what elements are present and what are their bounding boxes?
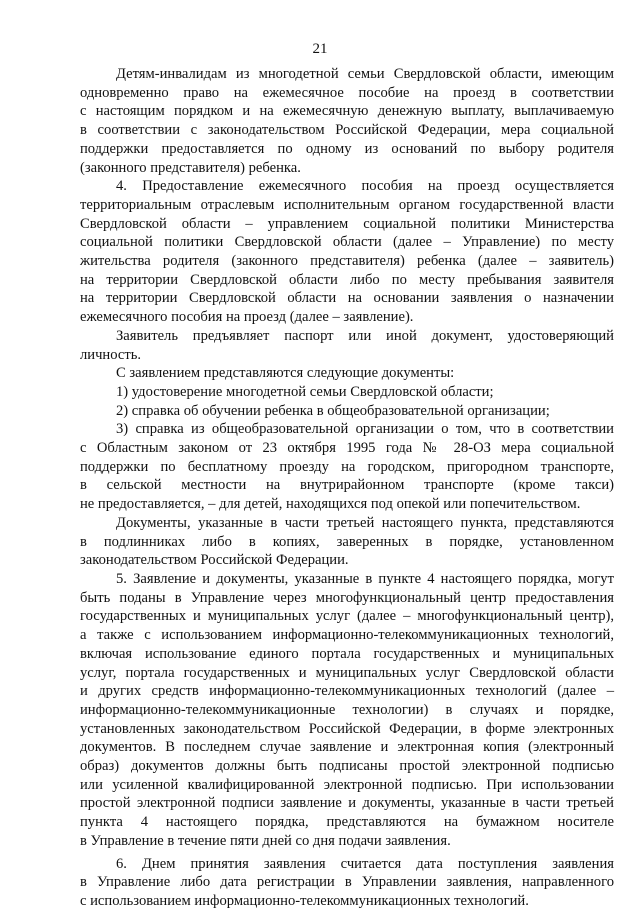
text-line: установленных законодательством Российской Федерации, в форме электронных bbox=[80, 720, 614, 737]
paragraph bbox=[80, 177, 614, 327]
text-line: Детям-инвалидам из многодетной семьи Свердловской области, имеющим bbox=[116, 66, 614, 82]
text-line: в сельской местности на внутрирайонном транспорте (кроме такси) bbox=[80, 477, 614, 494]
text-line: на территории Свердловской области либо по месту пребывания заявителя bbox=[80, 271, 614, 288]
paragraph bbox=[80, 855, 614, 911]
paragraph bbox=[80, 327, 614, 364]
text-line: поддержки по бесплатному проезду на городском, пригородном транспорте, bbox=[80, 458, 614, 475]
text-line: Заявитель предъявляет паспорт или иной документ, удостоверяющий bbox=[116, 327, 614, 344]
text-line: 2) справка об обучении ребенка в общеобразовательной организации; bbox=[116, 402, 550, 419]
text-line: в Управление в течение пяти дней со дня подачи заявления. bbox=[80, 832, 451, 849]
text-line: социальной политики Свердловской области (далее – Управление) по месту bbox=[80, 234, 614, 251]
document-body bbox=[80, 65, 614, 911]
text-line: и других средств информационно-телекоммуникационных технологий (далее – bbox=[80, 683, 614, 700]
paragraph bbox=[80, 420, 614, 514]
text-line: в подлинниках либо в копиях, заверенных в порядке, установленном bbox=[80, 533, 614, 550]
page-number: 21 bbox=[312, 41, 328, 57]
text-line: с настоящим порядком и на ежемесячную денежную выплату, выплачиваемую bbox=[80, 103, 614, 120]
text-line: С заявлением представляются следующие документы: bbox=[116, 365, 455, 382]
text-line: 3) справка из общеобразовательной организации о том, что в соответствии bbox=[116, 421, 614, 438]
paragraph bbox=[80, 383, 614, 402]
text-line: в соответствии с законодательством Российской Федерации, мера социальной bbox=[80, 122, 614, 139]
text-line: (законного представителя) ребенка. bbox=[80, 159, 301, 176]
text-line: законодательством Российской Федерации. bbox=[80, 552, 349, 569]
text-line: территориальным отраслевым исполнительным органом государственной власти bbox=[80, 196, 614, 213]
text-line: а также с использованием информационно-телекоммуникационных технологий, bbox=[80, 627, 614, 644]
text-line: образ) документов должны быть подписаны простой электронной подписью bbox=[80, 758, 614, 775]
text-line: личность. bbox=[80, 346, 142, 363]
text-line: включая использование единого портала государственных и муниципальных bbox=[80, 645, 614, 662]
text-line: быть поданы в Управление через многофункциональный центр предоставления bbox=[80, 589, 614, 606]
text-line: услуг, портала государственных и муниципальных услуг Свердловской области bbox=[80, 664, 614, 681]
text-line: не предоставляется, – для детей, находящихся под опекой или попечительством. bbox=[80, 496, 581, 513]
text-line: информационно-телекоммуникационные технологии) в случаях и порядке, bbox=[80, 701, 614, 718]
text-line: 1) удостоверение многодетной семьи Свердловской области; bbox=[116, 383, 494, 400]
text-line: жительства родителя (законного представителя) ребенка (далее – заявитель) bbox=[80, 253, 614, 270]
paragraph bbox=[80, 514, 614, 570]
text-line: или усиленной квалифицированной электронной подписью. При использовании bbox=[80, 776, 614, 793]
text-line: в Управление либо дата регистрации в Управлении заявления, направленного bbox=[80, 874, 614, 891]
text-line: Документы, указанные в части третьей настоящего пункта, представляются bbox=[116, 514, 614, 531]
text-line: 5. Заявление и документы, указанные в пункте 4 настоящего порядка, могут bbox=[116, 570, 614, 587]
text-line: государственных и муниципальных услуг (далее – многофункциональный центр), bbox=[80, 608, 614, 625]
text-line: 6. Днем принятия заявления считается дата поступления заявления bbox=[116, 855, 614, 872]
paragraph bbox=[80, 570, 614, 851]
paragraph bbox=[80, 364, 614, 383]
text-line: 4. Предоставление ежемесячного пособия на проезд осуществляется bbox=[116, 178, 614, 195]
paragraph bbox=[80, 402, 614, 421]
text-line: Свердловской области – управлением социальной политики Министерства bbox=[80, 215, 614, 232]
text-line: с Областным законом от 23 октября 1995 года № 28-ОЗ мера социальной bbox=[80, 440, 614, 457]
text-line: на территории Свердловской области на основании заявления о назначении bbox=[80, 290, 614, 307]
text-line: одновременно право на ежемесячное пособие на проезд в соответствии bbox=[80, 84, 614, 101]
text-line: ежемесячного пособия на проезд (далее – заявление). bbox=[80, 309, 414, 326]
text-line: поддержки предоставляется по одному из оснований по выбору родителя bbox=[80, 140, 614, 157]
paragraph bbox=[80, 65, 614, 177]
text-line: пункта 4 настоящего порядка, представляются на бумажном носителе bbox=[80, 814, 614, 831]
text-line: документов. В последнем случае заявление и электронная копия (электронный bbox=[80, 739, 614, 756]
text-line: простой электронной подписи заявление и документы, указанные в части третьей bbox=[80, 795, 614, 812]
text-line: с использованием информационно-телекоммуникационных технологий. bbox=[80, 892, 529, 909]
